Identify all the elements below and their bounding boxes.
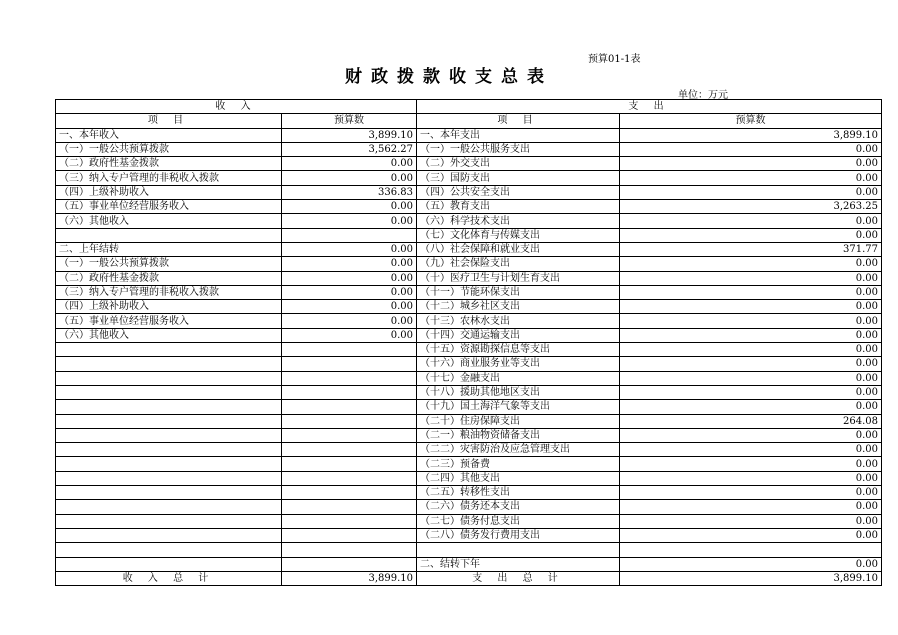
expense-item: （二七）债务付息支出 <box>417 514 620 528</box>
income-value <box>282 357 417 371</box>
expense-item: （二三）预备费 <box>417 457 620 471</box>
income-value <box>282 371 417 385</box>
table-row <box>56 486 882 500</box>
expense-value: 0.00 <box>620 357 882 371</box>
income-item: 一、本年收入 <box>56 128 282 142</box>
table-row <box>56 457 882 471</box>
expense-value: 0.00 <box>620 528 882 542</box>
income-item <box>56 528 282 542</box>
table-row <box>56 228 882 242</box>
expense-value: 0.00 <box>620 285 882 299</box>
table-row <box>56 371 882 385</box>
expense-value: 3,263.25 <box>620 200 882 214</box>
expense-item: （十六）商业服务业等支出 <box>417 357 620 371</box>
income-total-label: 收 入 总 计 <box>56 571 282 585</box>
expense-value: 0.00 <box>620 443 882 457</box>
income-item <box>56 486 282 500</box>
expense-item: （七）文化体育与传媒支出 <box>417 228 620 242</box>
expense-value: 0.00 <box>620 371 882 385</box>
income-item <box>56 357 282 371</box>
income-item <box>56 343 282 357</box>
income-value: 0.00 <box>282 300 417 314</box>
table-row <box>56 357 882 371</box>
income-item: 二、上年结转 <box>56 242 282 256</box>
income-item: （五）事业单位经营服务收入 <box>56 314 282 328</box>
income-value <box>282 486 417 500</box>
table-row <box>56 428 882 442</box>
expense-value: 0.00 <box>620 428 882 442</box>
income-value: 0.00 <box>282 328 417 342</box>
income-value <box>282 543 417 557</box>
expense-item: （二八）债务发行费用支出 <box>417 528 620 542</box>
expense-value: 0.00 <box>620 271 882 285</box>
income-value: 0.00 <box>282 171 417 185</box>
expense-item: （四）公共安全支出 <box>417 185 620 199</box>
income-value: 0.00 <box>282 214 417 228</box>
income-item: （六）其他收入 <box>56 328 282 342</box>
income-item <box>56 400 282 414</box>
income-value <box>282 385 417 399</box>
income-item: （四）上级补助收入 <box>56 185 282 199</box>
income-item: （二）政府性基金拨款 <box>56 271 282 285</box>
expense-item: （五）教育支出 <box>417 200 620 214</box>
income-item <box>56 471 282 485</box>
table-row <box>56 214 882 228</box>
expense-value: 0.00 <box>620 257 882 271</box>
expense-item: （三）国防支出 <box>417 171 620 185</box>
income-value <box>282 428 417 442</box>
expense-item: （六）科学技术支出 <box>417 214 620 228</box>
income-value: 3,562.27 <box>282 142 417 156</box>
expense-value: 0.00 <box>620 457 882 471</box>
expense-item: （二十）住房保障支出 <box>417 414 620 428</box>
income-item <box>56 543 282 557</box>
expense-item: （二五）转移性支出 <box>417 486 620 500</box>
table-row <box>56 385 882 399</box>
income-value <box>282 528 417 542</box>
income-item <box>56 414 282 428</box>
income-item <box>56 371 282 385</box>
income-value: 0.00 <box>282 257 417 271</box>
income-value: 0.00 <box>282 271 417 285</box>
table-row <box>56 142 882 156</box>
expense-value: 264.08 <box>620 414 882 428</box>
expense-item: （十三）农林水支出 <box>417 314 620 328</box>
unit-label: 单位：万元 <box>678 90 728 101</box>
header-row-columns <box>56 114 882 128</box>
income-item: （五）事业单位经营服务收入 <box>56 200 282 214</box>
income-item <box>56 457 282 471</box>
expense-item: （二二）灾害防治及应急管理支出 <box>417 443 620 457</box>
expense-value: 0.00 <box>620 557 882 571</box>
expense-value: 0.00 <box>620 514 882 528</box>
income-item <box>56 500 282 514</box>
income-value <box>282 400 417 414</box>
expense-item: （二四）其他支出 <box>417 471 620 485</box>
expense-item: （二六）债务还本支出 <box>417 500 620 514</box>
table-row <box>56 514 882 528</box>
expense-value: 0.00 <box>620 471 882 485</box>
table-row <box>56 328 882 342</box>
table-row <box>56 557 882 571</box>
form-code: 预算01-1表 <box>588 54 641 65</box>
table-row <box>56 471 882 485</box>
table-body <box>56 100 882 586</box>
income-value: 0.00 <box>282 157 417 171</box>
budget-table <box>55 99 882 586</box>
table-row <box>56 271 882 285</box>
table-row <box>56 500 882 514</box>
expense-value: 0.00 <box>620 314 882 328</box>
income-item <box>56 443 282 457</box>
expense-item: 二、结转下年 <box>417 557 620 571</box>
expense-value: 0.00 <box>620 500 882 514</box>
income-value: 3,899.10 <box>282 128 417 142</box>
expense-item <box>417 543 620 557</box>
expense-value <box>620 543 882 557</box>
expense-value: 0.00 <box>620 142 882 156</box>
income-value <box>282 443 417 457</box>
income-item <box>56 514 282 528</box>
expense-section-header: 支 出 <box>417 100 882 114</box>
table-row <box>56 314 882 328</box>
income-item <box>56 428 282 442</box>
table-row <box>56 185 882 199</box>
income-value: 0.00 <box>282 200 417 214</box>
expense-item: （九）社会保险支出 <box>417 257 620 271</box>
expense-value: 0.00 <box>620 157 882 171</box>
income-item: （四）上级补助收入 <box>56 300 282 314</box>
expense-item: （十四）交通运输支出 <box>417 328 620 342</box>
income-item: （二）政府性基金拨款 <box>56 157 282 171</box>
expense-value: 0.00 <box>620 343 882 357</box>
expense-item: （十八）援助其他地区支出 <box>417 385 620 399</box>
income-item <box>56 228 282 242</box>
expense-value: 0.00 <box>620 328 882 342</box>
table-row <box>56 343 882 357</box>
income-item-header: 项 目 <box>56 114 282 128</box>
expense-value: 371.77 <box>620 242 882 256</box>
expense-item: （十九）国土海洋气象等支出 <box>417 400 620 414</box>
expense-item: （十）医疗卫生与计划生育支出 <box>417 271 620 285</box>
income-value <box>282 500 417 514</box>
table-row <box>56 242 882 256</box>
expense-item: （十五）资源勘探信息等支出 <box>417 343 620 357</box>
table-row <box>56 543 882 557</box>
table-row <box>56 443 882 457</box>
expense-item: （二一）粮油物资储备支出 <box>417 428 620 442</box>
table-row <box>56 285 882 299</box>
income-value <box>282 514 417 528</box>
page-title: 财政拨款收支总表 <box>345 67 553 87</box>
expense-value: 0.00 <box>620 185 882 199</box>
expense-value: 0.00 <box>620 385 882 399</box>
expense-item: （八）社会保障和就业支出 <box>417 242 620 256</box>
expense-value: 0.00 <box>620 171 882 185</box>
table-row <box>56 300 882 314</box>
table-row <box>56 128 882 142</box>
expense-value: 0.00 <box>620 214 882 228</box>
expense-value: 0.00 <box>620 486 882 500</box>
income-value: 0.00 <box>282 285 417 299</box>
income-value: 336.83 <box>282 185 417 199</box>
income-item: （三）纳入专户管理的非税收入拨款 <box>56 171 282 185</box>
expense-total-label: 支 出 总 计 <box>417 571 620 585</box>
income-item <box>56 557 282 571</box>
income-value <box>282 471 417 485</box>
expense-item: （十七）金融支出 <box>417 371 620 385</box>
income-section-header: 收 入 <box>56 100 417 114</box>
expense-total-value: 3,899.10 <box>620 571 882 585</box>
income-item: （六）其他收入 <box>56 214 282 228</box>
income-value <box>282 343 417 357</box>
income-item: （三）纳入专户管理的非税收入拨款 <box>56 285 282 299</box>
expense-item: 一、本年支出 <box>417 128 620 142</box>
income-item <box>56 385 282 399</box>
income-value <box>282 557 417 571</box>
table-row <box>56 528 882 542</box>
table-row <box>56 257 882 271</box>
income-value <box>282 228 417 242</box>
income-item: （一）一般公共预算拨款 <box>56 257 282 271</box>
table-row <box>56 200 882 214</box>
table-row <box>56 400 882 414</box>
table-row <box>56 157 882 171</box>
totals-row <box>56 571 882 585</box>
income-value <box>282 457 417 471</box>
expense-value: 0.00 <box>620 300 882 314</box>
expense-item-header: 项 目 <box>417 114 620 128</box>
table-row <box>56 414 882 428</box>
expense-value: 0.00 <box>620 400 882 414</box>
income-item: （一）一般公共预算拨款 <box>56 142 282 156</box>
income-total-value: 3,899.10 <box>282 571 417 585</box>
expense-budget-header: 预算数 <box>620 114 882 128</box>
table-row <box>56 171 882 185</box>
expense-item: （二）外交支出 <box>417 157 620 171</box>
income-value: 0.00 <box>282 314 417 328</box>
expense-value: 0.00 <box>620 228 882 242</box>
income-value <box>282 414 417 428</box>
income-budget-header: 预算数 <box>282 114 417 128</box>
expense-value: 3,899.10 <box>620 128 882 142</box>
expense-item: （十一）节能环保支出 <box>417 285 620 299</box>
header-row-sections <box>56 100 882 114</box>
expense-item: （一）一般公共服务支出 <box>417 142 620 156</box>
income-value: 0.00 <box>282 242 417 256</box>
expense-item: （十二）城乡社区支出 <box>417 300 620 314</box>
